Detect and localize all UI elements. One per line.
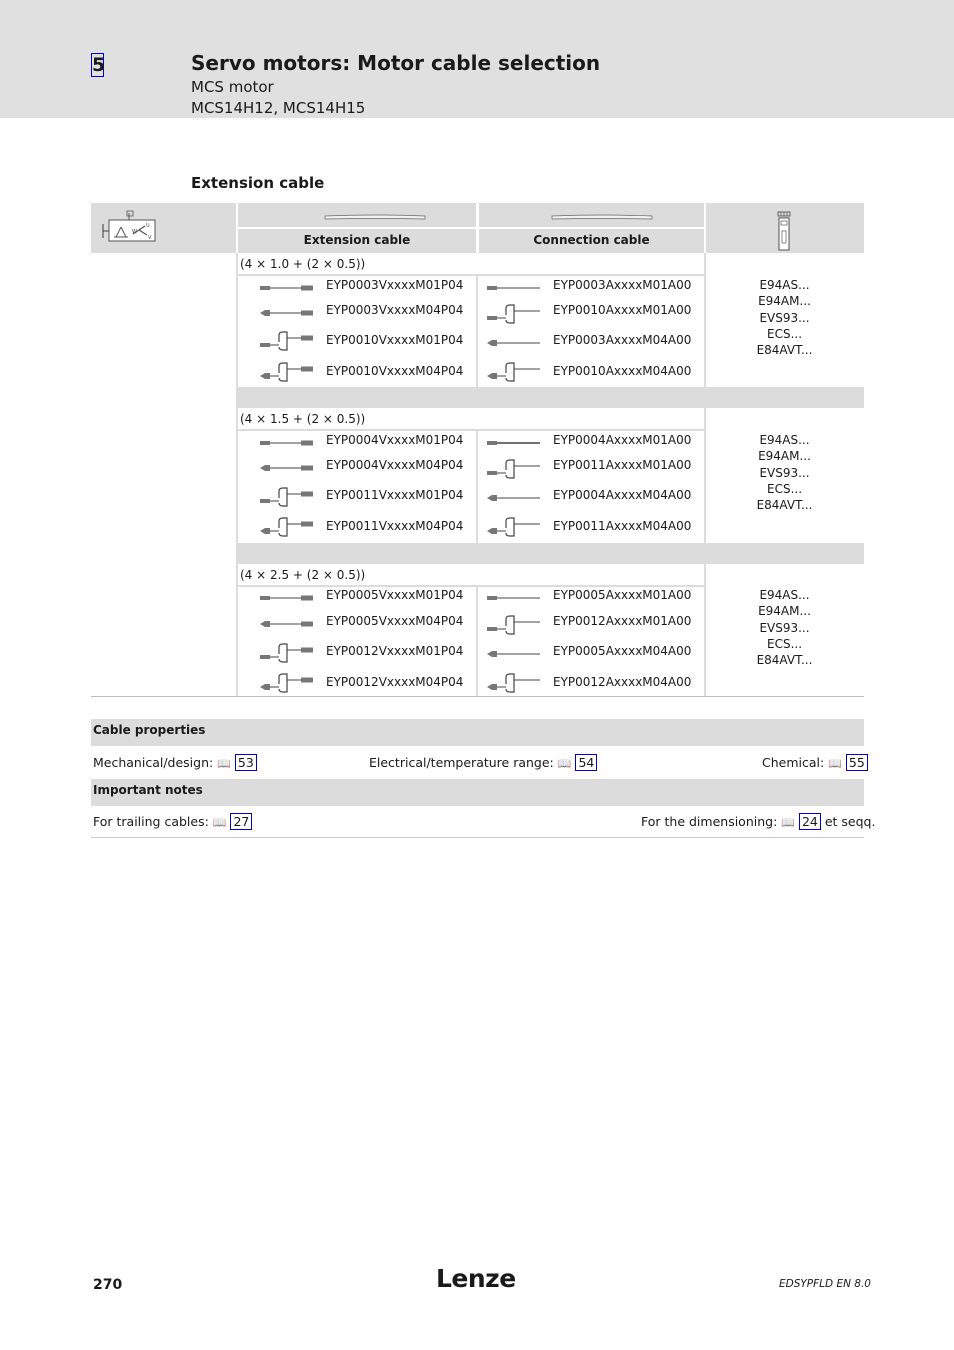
- page-ref-link[interactable]: 54: [575, 754, 597, 771]
- row-divider: [238, 429, 704, 431]
- important-notes-heading: Important notes: [91, 779, 864, 806]
- connection-part-number: EYP0011AxxxxM01A00: [553, 458, 692, 472]
- angled-cable-plug-icon: [259, 330, 315, 352]
- dimensioning-ref: For the dimensioning: 📖 24 et seqq.: [641, 814, 876, 829]
- connection-part-number: EYP0005AxxxxM04A00: [553, 644, 692, 658]
- extension-cable-column-header: Extension cable: [303, 233, 411, 247]
- svg-text:W: W: [132, 229, 137, 235]
- straight-connection-cable-icon: [486, 649, 542, 659]
- straight-cable-plug-icon: [259, 619, 315, 629]
- connection-part-number: EYP0010AxxxxM01A00: [553, 303, 692, 317]
- page-number: 270: [93, 1277, 123, 1293]
- page-ref-link[interactable]: 53: [235, 754, 257, 771]
- chemical-ref: Chemical: 📖 55: [762, 755, 868, 770]
- controller-list: E94AS... E94AM... EVS93... ECS... E84AVT...: [756, 588, 813, 668]
- straight-connection-cable-icon: [486, 338, 542, 348]
- straight-connection-cable-icon: [486, 593, 542, 603]
- connection-part-number: EYP0003AxxxxM04A00: [553, 333, 692, 347]
- controller-list: E94AS... E94AM... EVS93... ECS... E84AVT...: [756, 433, 813, 513]
- angled-connection-cable-icon: [486, 361, 542, 383]
- page-title: Servo motors: Motor cable selection: [191, 51, 601, 75]
- extension-part-number: EYP0003VxxxxM01P04: [326, 278, 464, 292]
- column-divider: [476, 586, 478, 696]
- straight-cable-plug-icon: [259, 593, 315, 603]
- extension-part-number: EYP0012VxxxxM04P04: [326, 675, 464, 689]
- trailing-cables-ref: For trailing cables: 📖 27: [93, 814, 252, 829]
- book-icon: 📖: [212, 816, 227, 829]
- straight-connection-cable-icon: [486, 493, 542, 503]
- cable-spec-label: (4 × 1.5 + (2 × 0.5)): [240, 412, 366, 426]
- angled-connection-cable-icon: [486, 458, 542, 480]
- controller-icon: [777, 211, 791, 251]
- row-divider: [238, 585, 704, 587]
- straight-cable-plug-icon: [259, 283, 315, 293]
- lenze-logo: Lenze: [436, 1264, 516, 1293]
- group-separator: [238, 543, 864, 564]
- row-divider: [238, 274, 704, 276]
- angled-cable-plug-icon: [259, 672, 315, 694]
- electrical-range-ref: Electrical/temperature range: 📖 54: [369, 755, 597, 770]
- table-bottom-rule: [91, 696, 864, 697]
- straight-connection-cable-icon: [486, 438, 542, 448]
- extension-part-number: EYP0003VxxxxM04P04: [326, 303, 464, 317]
- straight-cable-plug-icon: [259, 463, 315, 473]
- extension-part-number: EYP0010VxxxxM04P04: [326, 364, 464, 378]
- cable-properties-heading: Cable properties: [91, 719, 864, 746]
- column-divider: [476, 275, 478, 387]
- page-ref-link[interactable]: 55: [846, 754, 868, 771]
- connection-part-number: EYP0012AxxxxM04A00: [553, 675, 692, 689]
- extension-part-number: EYP0011VxxxxM01P04: [326, 488, 464, 502]
- svg-text:U: U: [146, 223, 150, 229]
- page-subtitle-models: MCS14H12, MCS14H15: [191, 99, 366, 117]
- chapter-number-link[interactable]: 5: [92, 54, 106, 76]
- connection-cable-column-header: Connection cable: [533, 233, 650, 247]
- straight-connection-cable-icon: [486, 283, 542, 293]
- angled-connection-cable-icon: [486, 516, 542, 538]
- cable-spec-label: (4 × 2.5 + (2 × 0.5)): [240, 568, 366, 582]
- column-divider: [236, 253, 238, 696]
- cable-connection-icon: [551, 214, 653, 220]
- connection-part-number: EYP0012AxxxxM01A00: [553, 614, 692, 628]
- section-title: Extension cable: [191, 174, 325, 192]
- angled-cable-plug-icon: [259, 486, 315, 508]
- group-separator: [238, 387, 864, 408]
- book-icon: 📖: [828, 757, 842, 770]
- straight-cable-plug-icon: [259, 438, 315, 448]
- controller-list: E94AS... E94AM... EVS93... ECS... E84AVT...: [756, 278, 813, 358]
- motor-symbol-icon: [99, 210, 157, 244]
- connection-part-number: EYP0003AxxxxM01A00: [553, 278, 692, 292]
- extension-part-number: EYP0004VxxxxM01P04: [326, 433, 464, 447]
- angled-connection-cable-icon: [486, 614, 542, 636]
- extension-part-number: EYP0004VxxxxM04P04: [326, 458, 464, 472]
- page-subtitle-motor: MCS motor: [191, 78, 274, 96]
- cable-extension-icon: [324, 214, 426, 220]
- extension-part-number: EYP0010VxxxxM01P04: [326, 333, 464, 347]
- angled-cable-plug-icon: [259, 516, 315, 538]
- document-code: EDSYPFLD EN 8.0: [779, 1278, 871, 1290]
- extension-part-number: EYP0005VxxxxM04P04: [326, 614, 464, 628]
- connection-part-number: EYP0010AxxxxM04A00: [553, 364, 692, 378]
- connection-part-number: EYP0005AxxxxM01A00: [553, 588, 692, 602]
- extension-part-number: EYP0005VxxxxM01P04: [326, 588, 464, 602]
- angled-connection-cable-icon: [486, 672, 542, 694]
- page-ref-link[interactable]: 27: [230, 813, 252, 830]
- cable-spec-label: (4 × 1.0 + (2 × 0.5)): [240, 257, 366, 271]
- extension-part-number: EYP0011VxxxxM04P04: [326, 519, 464, 533]
- angled-cable-plug-icon: [259, 642, 315, 664]
- notes-bottom-rule: [91, 837, 864, 838]
- angled-cable-plug-icon: [259, 361, 315, 383]
- cable-selection-table: [91, 203, 864, 698]
- connection-part-number: EYP0004AxxxxM04A00: [553, 488, 692, 502]
- connection-part-number: EYP0011AxxxxM04A00: [553, 519, 692, 533]
- svg-text:V: V: [148, 235, 152, 241]
- column-divider: [476, 430, 478, 543]
- mechanical-design-ref: Mechanical/design: 📖 53: [93, 755, 257, 770]
- angled-connection-cable-icon: [486, 303, 542, 325]
- book-icon: 📖: [557, 757, 572, 770]
- straight-cable-plug-icon: [259, 308, 315, 318]
- connection-part-number: EYP0004AxxxxM01A00: [553, 433, 692, 447]
- book-icon: 📖: [781, 816, 795, 829]
- page-ref-link[interactable]: 24: [799, 813, 821, 830]
- extension-part-number: EYP0012VxxxxM01P04: [326, 644, 464, 658]
- book-icon: 📖: [217, 757, 231, 770]
